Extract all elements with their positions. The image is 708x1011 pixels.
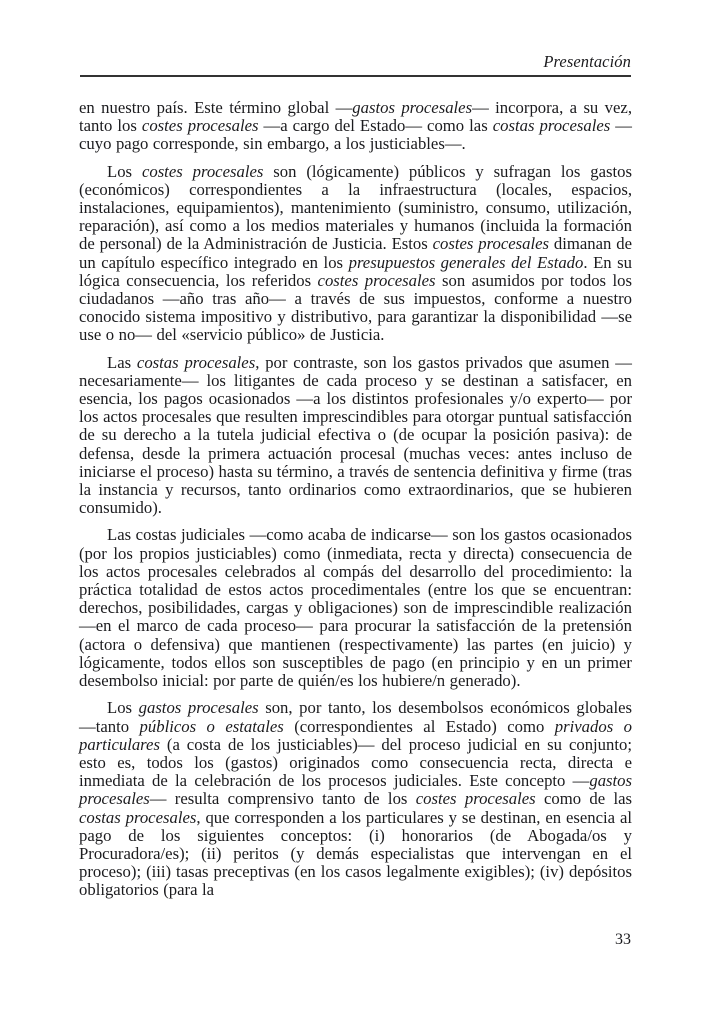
paragraph-5 [79, 699, 632, 899]
page-number: 33 [615, 931, 631, 948]
italic-term: costes procesales [432, 234, 550, 254]
paragraph-1 [79, 99, 632, 154]
text-run: — resulta comprensivo tanto de los [149, 789, 416, 809]
italic-term: gastos procesales [138, 698, 259, 718]
header-rule [80, 75, 631, 77]
text-run: Los [107, 161, 142, 181]
italic-term: costes procesales [141, 116, 259, 136]
chapter-title: Presentación [543, 52, 631, 71]
text-run: son (lógicamente) públicos y sufragan los gastos (económicos) correspondientes a la infraestructura (locales, espacios, instalaciones, equipamientos), mantenimiento (suministro, consumo, utilización, reparación), así como a los medios materiales y humanos (incluida la formación de personal) de la Administración de Justicia. Estos [79, 161, 632, 254]
italic-term: costes procesales [317, 270, 436, 290]
text-run: — incorpora, a su vez, tanto los [79, 98, 632, 136]
text-run: son, por tanto, los desembolsos económicos globales —tanto [79, 698, 632, 736]
italic-term: costas procesales [79, 807, 197, 827]
italic-term: costas procesales [136, 352, 256, 372]
italic-term: costes procesales [415, 789, 536, 809]
text-run: son asumidos por todos los ciudadanos —año tras año— a través de sus impuestos, conforme a nuestro conocido sistema impositivo y distributivo, para garantizar la disponibilidad —se use o no— del «servicio público» de Justicia. [79, 270, 632, 345]
text-run: , por contraste, son los gastos privados que asumen —necesariamente— los litigantes de cada proceso y se destinan a satisfacer, en esencia, los pagos ocasionados —a los distintos profesionales y/o experto— por los actos procesales que resulten imprescindibles para otorgar puntual satisfacción de su derecho a la tutela judicial efectiva o (de ocupar la posición pasiva): de defensa, desde la primera actuación procesal (muchas veces: antes incluso de iniciarse el proceso) hasta su término, a través de sentencia definitiva y firme (tras la instancia y recursos, tanto ordinarios como extraordinarios, que se hubieren consumido). [79, 352, 632, 518]
paragraph-2 [79, 163, 632, 345]
text-run: Las [107, 352, 137, 372]
text-run: en nuestro país. Este término global — [79, 98, 353, 117]
text-run: . En su lógica consecuencia, los referidos [79, 252, 633, 290]
italic-term: gastos procesales [352, 98, 473, 117]
text-run: (a costa de los justiciables)— del proceso judicial en su conjunto; esto es, todos los (gastos) originados como consecuencia recta, directa e inmediata de la celebración de los procesos judiciales. Este concepto — [79, 734, 632, 791]
text-run: , que corresponden a los particulares y se destinan, en esencia al pago de los siguientes conceptos: (i) honorarios (de Abogada/os y Procuradora/es); (ii) peritos (y demás especialistas que intervengan en el proceso); (iii) tasas preceptivas (en los casos legalmente exigibles); (iv) depósitos obligatorios (para la [79, 807, 632, 900]
paragraph-3 [79, 354, 632, 518]
text-run: Las costas judiciales —como acaba de indicarse— son los gastos ocasionados (por los propios justiciables) como (inmediata, recta y directa) consecuencia de los actos procesales celebrados al compás del desarrollo del procedimiento: la práctica totalidad de estos actos procedimentales (entre los que se encuentran: derechos, posibilidades, cargas y obligaciones) son de imprescindible realización —en el marco de cada proceso— para procurar la satisfacción de la pretensión (actora o defensiva) que mantienen (respectivamente) las partes (en juicio) y lógicamente, todos ellos son susceptibles de pago (en principio y en un primer desembolso inicial: por parte de quién/es los hubiere/n generado). [79, 525, 632, 691]
text-run: como de las [535, 789, 632, 809]
italic-term: costes procesales [141, 161, 264, 181]
italic-term: privados o particulares [79, 716, 632, 754]
italic-term: públicos o estatales [139, 716, 284, 736]
text-run: dimanan de un capítulo específico integrado en los [79, 234, 632, 272]
text-run: —a cargo del Estado— como las [258, 116, 493, 136]
paragraph-4 [79, 526, 632, 690]
running-header [80, 52, 631, 72]
page-body [79, 99, 632, 909]
text-run: Los [107, 698, 139, 718]
italic-term: costas procesales [492, 116, 611, 136]
italic-term: presupuestos generales del Estado [348, 252, 584, 272]
text-run: —cuyo pago corresponde, sin embargo, a los justiciables—. [79, 116, 632, 154]
text-run: (correspondientes al Estado) como [283, 716, 555, 736]
italic-term: gastos procesales [79, 771, 632, 809]
